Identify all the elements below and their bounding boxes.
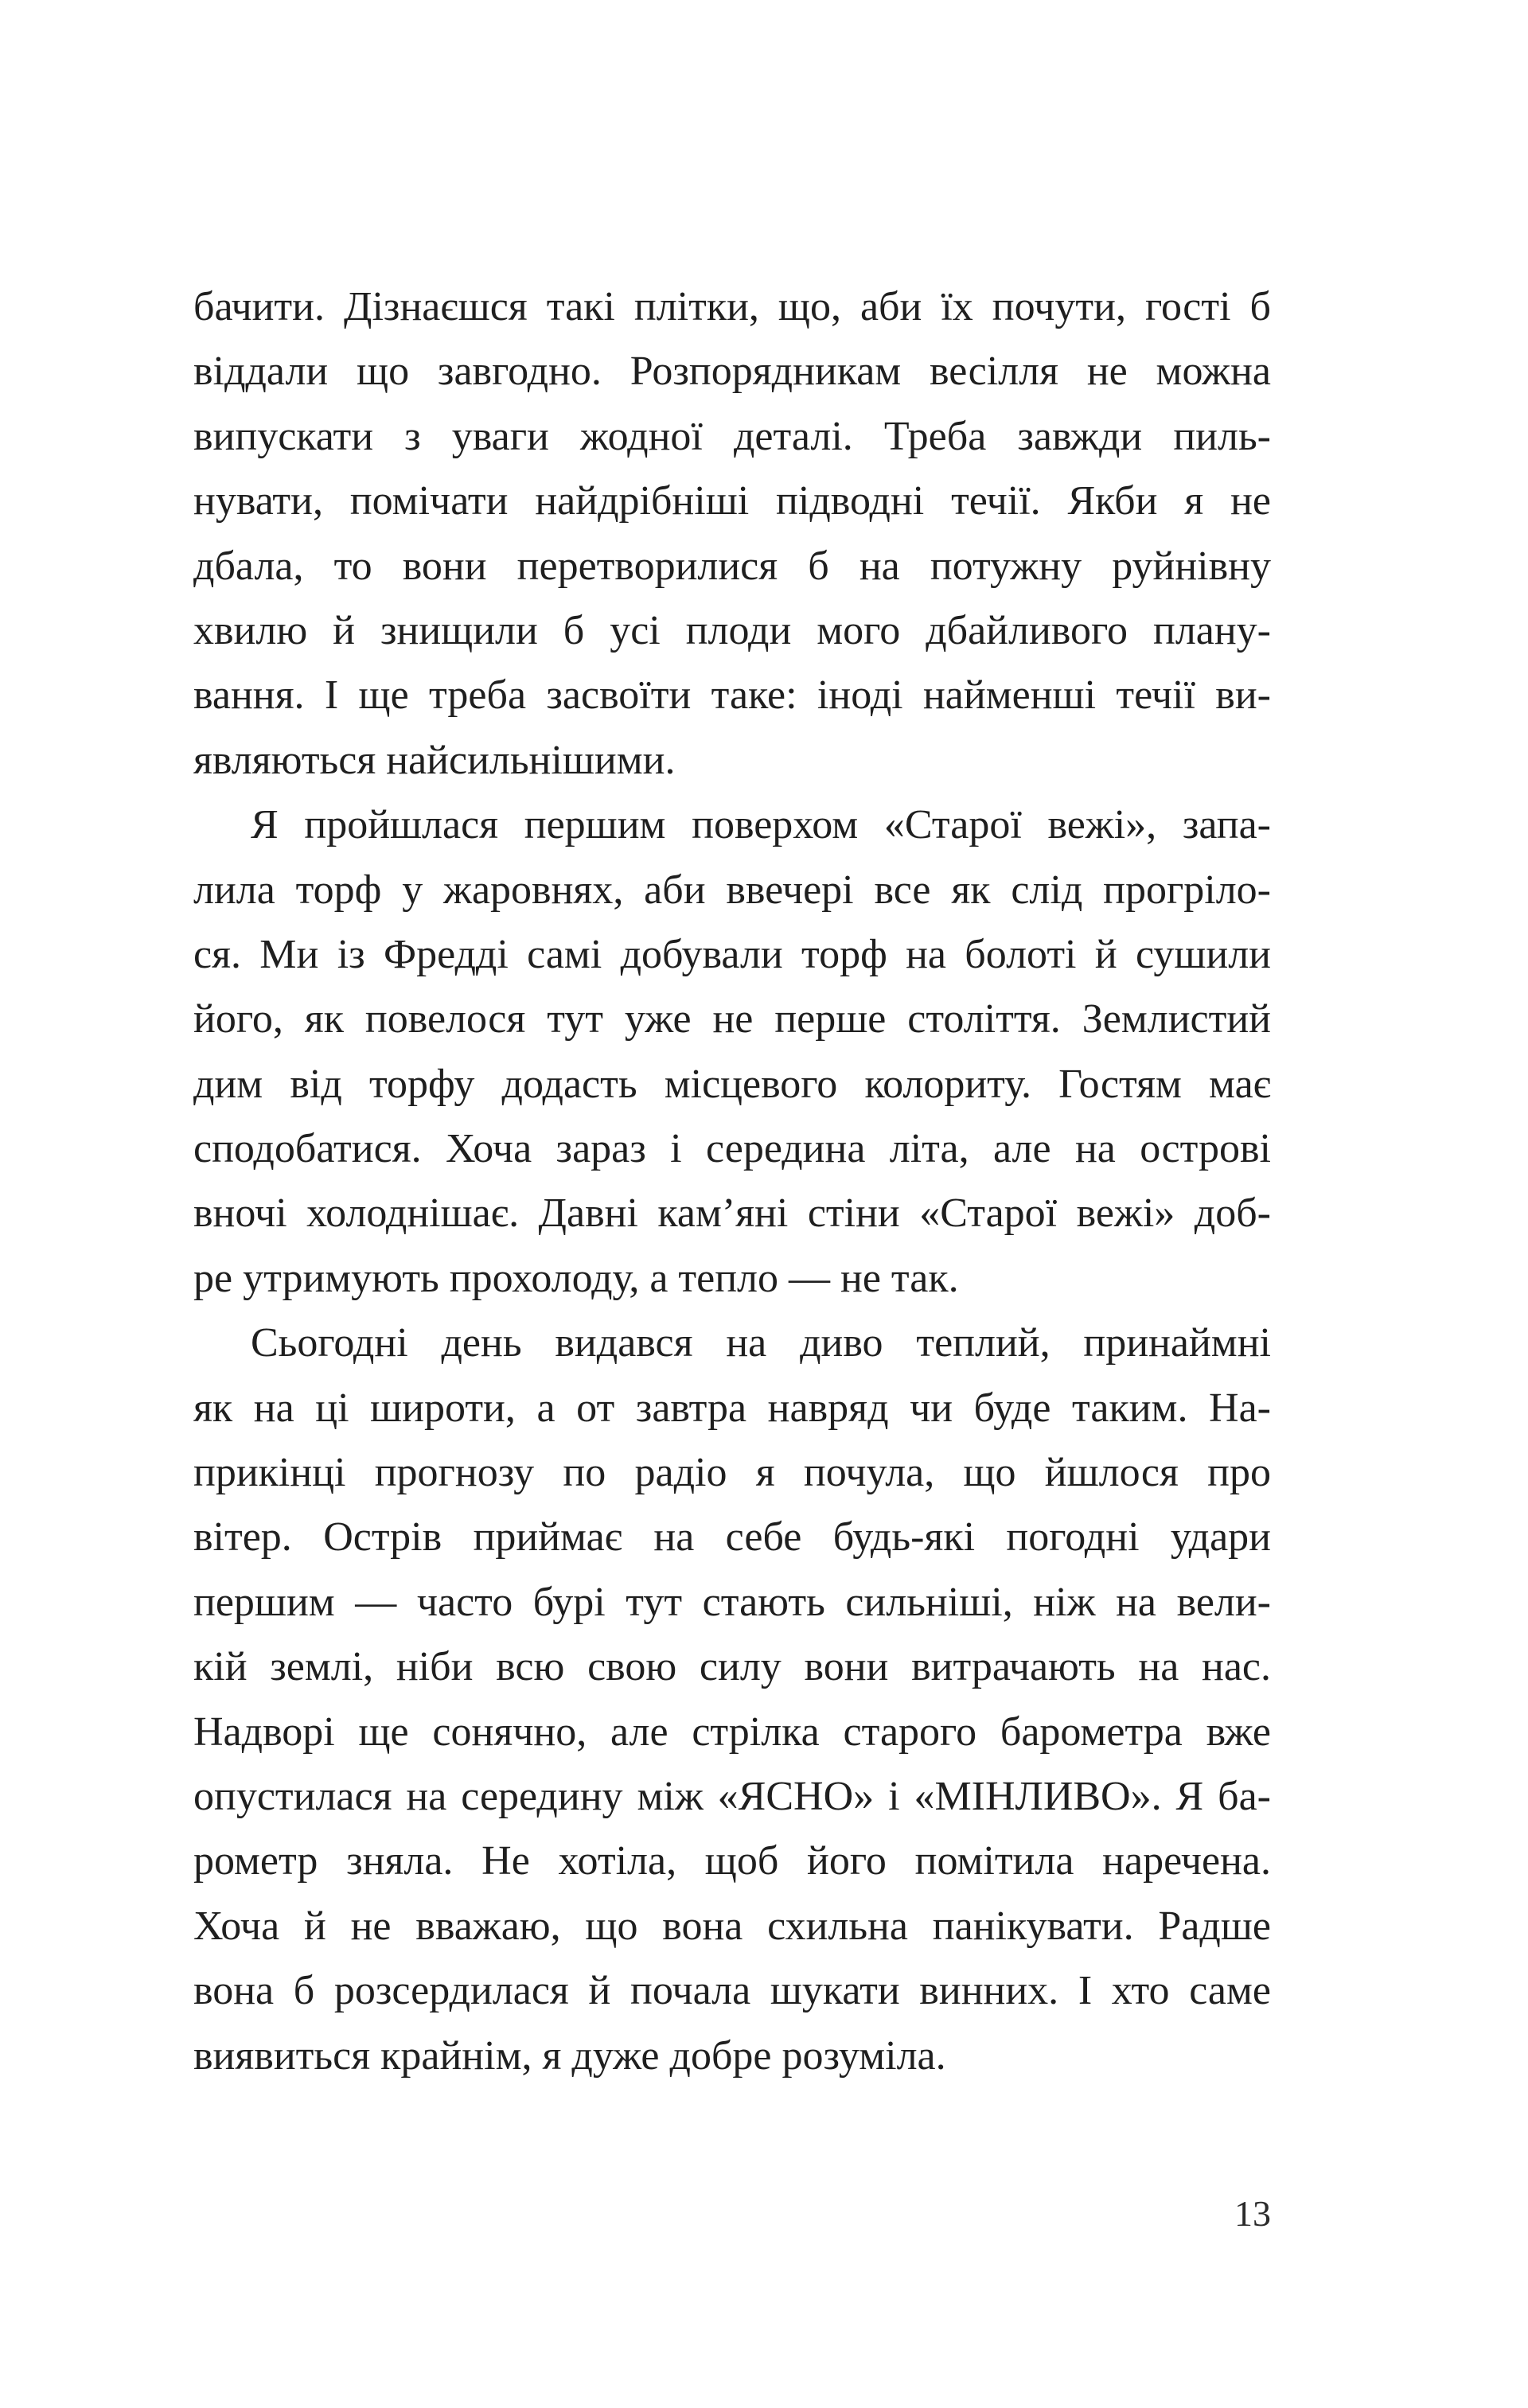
text-line: Сьогодні день видався на диво теплий, принаймні — [251, 1320, 1271, 1366]
text-line: кій землі, ніби всю свою силу вони витрачають на нас. — [193, 1644, 1271, 1690]
text-line: дбала, то вони перетворилися б на потужну руйнівну — [193, 543, 1271, 589]
text-line: Хоча й не вважаю, що вона схильна панікувати. Радше — [193, 1903, 1271, 1949]
text-line: як на ці широти, а от завтра навряд чи буде таким. На- — [193, 1385, 1271, 1431]
text-line: вона б розсердилася й почала шукати винних. І хто саме — [193, 1968, 1271, 2014]
page-text — [193, 275, 1271, 2088]
text-line: вання. І ще треба засвоїти таке: іноді найменші течії ви- — [193, 672, 1271, 719]
text-line: дим від торфу додасть місцевого колориту. Гостям має — [193, 1061, 1271, 1107]
text-line: ре утримують прохолоду, а тепло — не так. — [193, 1255, 959, 1301]
page-number: 13 — [1234, 2193, 1271, 2234]
text-line: вночі холоднішає. Давні кам’яні стіни «Старої вежі» доб- — [193, 1190, 1271, 1237]
text-line: виявиться крайнім, я дуже добре розуміла. — [193, 2032, 946, 2079]
text-line: хвилю й знищили б усі плоди мого дбайливого плану- — [193, 607, 1271, 653]
text-line: прикінці прогнозу по радіо я почула, що йшлося про — [193, 1450, 1271, 1496]
text-line: вітер. Острів приймає на себе будь-які погодні удари — [193, 1514, 1271, 1561]
text-line: першим — часто бурі тут стають сильніші, ніж на вели- — [193, 1579, 1271, 1625]
text-line: рометр зняла. Не хотіла, щоб його помітила наречена. — [193, 1838, 1271, 1884]
text-line: опустилася на середину між «ЯСНО» і «МІНЛИВО». Я ба- — [193, 1773, 1271, 1819]
text-line: віддали що завгодно. Розпорядникам весілля не можна — [193, 349, 1271, 395]
text-line: лила торф у жаровнях, аби ввечері все як слід прогріло- — [193, 867, 1271, 913]
text-line: Надворі ще сонячно, але стрілка старого барометра вже — [193, 1709, 1271, 1755]
text-line: нувати, помічати найдрібніші підводні течії. Якби я не — [193, 478, 1271, 524]
text-line: ся. Ми із Фредді самі добували торф на болоті й сушили — [193, 931, 1271, 977]
text-line: випускати з уваги жодної деталі. Треба завжди пиль- — [193, 413, 1271, 459]
text-line: бачити. Дізнаєшся такі плітки, що, аби їх почути, гості б — [193, 284, 1271, 329]
text-line: являються найсильнішими. — [193, 737, 676, 783]
text-line: його, як повелося тут уже не перше століття. Землистий — [193, 996, 1271, 1042]
text-line: сподобатися. Хоча зараз і середина літа, але на острові — [193, 1126, 1271, 1172]
text-line: Я пройшлася першим поверхом «Старої вежі», запа- — [251, 802, 1271, 848]
